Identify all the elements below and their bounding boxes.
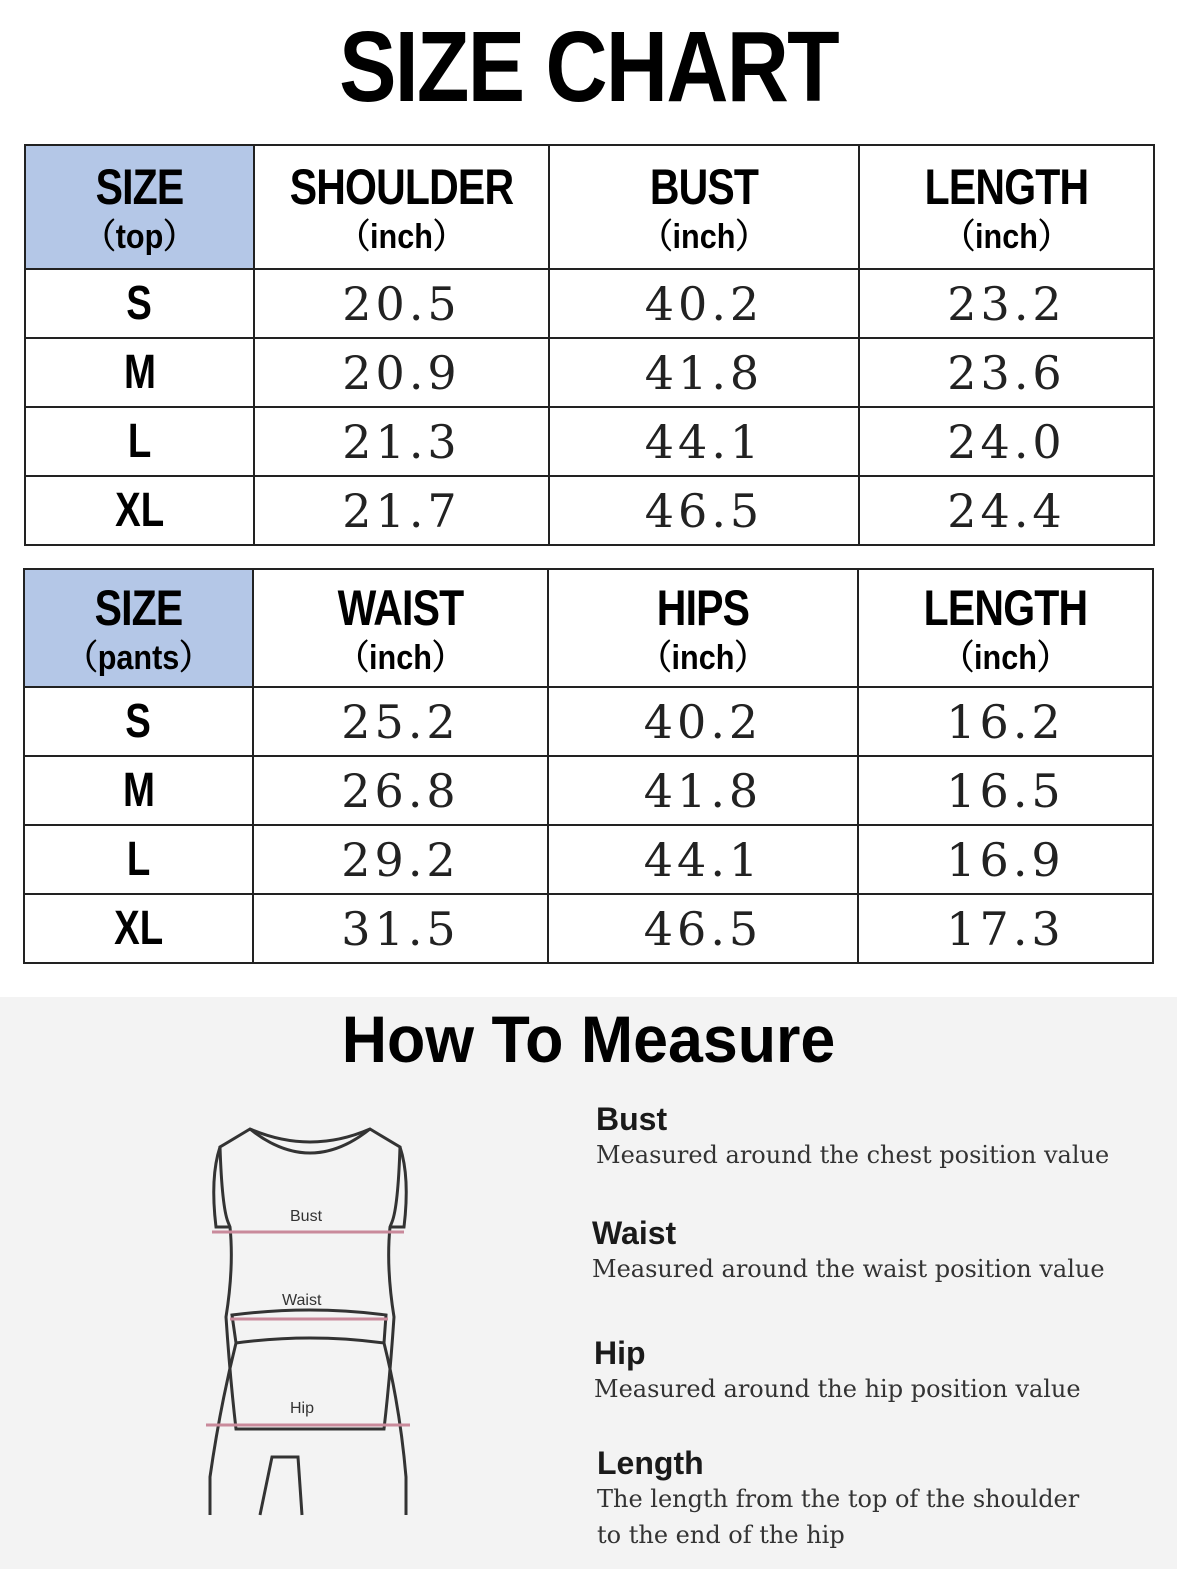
header-length: LENGTH （inch） <box>859 145 1154 269</box>
table-row <box>24 756 1153 825</box>
pants-size-table <box>23 568 1154 964</box>
table-row <box>25 269 1154 338</box>
value-cell: 26.8 <box>253 756 548 825</box>
waist-info: Waist Measured around the waist position value <box>592 1215 1105 1283</box>
value-cell: 41.8 <box>549 338 859 407</box>
value-cell: 31.5 <box>253 894 548 963</box>
top-size-table <box>24 144 1155 546</box>
value-cell: 23.2 <box>859 269 1154 338</box>
value-cell: 21.7 <box>254 476 549 545</box>
hip-label: Hip <box>290 1400 315 1417</box>
header-size: SIZE （top） <box>25 145 254 269</box>
value-cell: 46.5 <box>549 476 859 545</box>
table-header-row <box>25 145 1154 269</box>
garment-illustration <box>190 1117 430 1517</box>
size-cell: M <box>24 756 253 825</box>
size-cell: M <box>25 338 254 407</box>
table-row <box>25 476 1154 545</box>
table-row <box>25 407 1154 476</box>
top-outline-icon <box>220 1129 400 1429</box>
size-cell: XL <box>24 894 253 963</box>
value-cell: 24.0 <box>859 407 1154 476</box>
size-cell: XL <box>25 476 254 545</box>
table-row <box>24 687 1153 756</box>
value-cell: 20.5 <box>254 269 549 338</box>
value-cell: 21.3 <box>254 407 549 476</box>
waist-label: Waist <box>282 1292 322 1309</box>
value-cell: 16.2 <box>858 687 1153 756</box>
header-size: SIZE （pants） <box>24 569 253 687</box>
table-header-row <box>24 569 1153 687</box>
value-cell: 16.9 <box>858 825 1153 894</box>
table-row <box>25 338 1154 407</box>
size-cell: S <box>25 269 254 338</box>
value-cell: 25.2 <box>253 687 548 756</box>
value-cell: 40.2 <box>548 687 858 756</box>
value-cell: 20.9 <box>254 338 549 407</box>
header-hips: HIPS （inch） <box>548 569 858 687</box>
value-cell: 23.6 <box>859 338 1154 407</box>
value-cell: 44.1 <box>548 825 858 894</box>
value-cell: 41.8 <box>548 756 858 825</box>
header-shoulder: SHOULDER （inch） <box>254 145 549 269</box>
page-title: SIZE CHART <box>339 11 838 123</box>
size-cell: S <box>24 687 253 756</box>
hip-info: Hip Measured around the hip position value <box>594 1335 1081 1403</box>
value-cell: 29.2 <box>253 825 548 894</box>
size-cell: L <box>24 825 253 894</box>
header-waist: WAIST （inch） <box>253 569 548 687</box>
value-cell: 46.5 <box>548 894 858 963</box>
table-row <box>24 894 1153 963</box>
header-bust: BUST （inch） <box>549 145 859 269</box>
header-length: LENGTH （inch） <box>858 569 1153 687</box>
bust-label: Bust <box>290 1208 323 1225</box>
length-info: Length The length from the top of the shoulder to the end of the hip <box>597 1445 1080 1549</box>
value-cell: 44.1 <box>549 407 859 476</box>
bust-info: Bust Measured around the chest position value <box>596 1101 1110 1169</box>
size-cell: L <box>25 407 254 476</box>
table-row <box>24 825 1153 894</box>
value-cell: 40.2 <box>549 269 859 338</box>
measure-title: How To Measure <box>341 1002 836 1076</box>
value-cell: 16.5 <box>858 756 1153 825</box>
value-cell: 17.3 <box>858 894 1153 963</box>
how-to-measure-section <box>0 997 1177 1569</box>
value-cell: 24.4 <box>859 476 1154 545</box>
